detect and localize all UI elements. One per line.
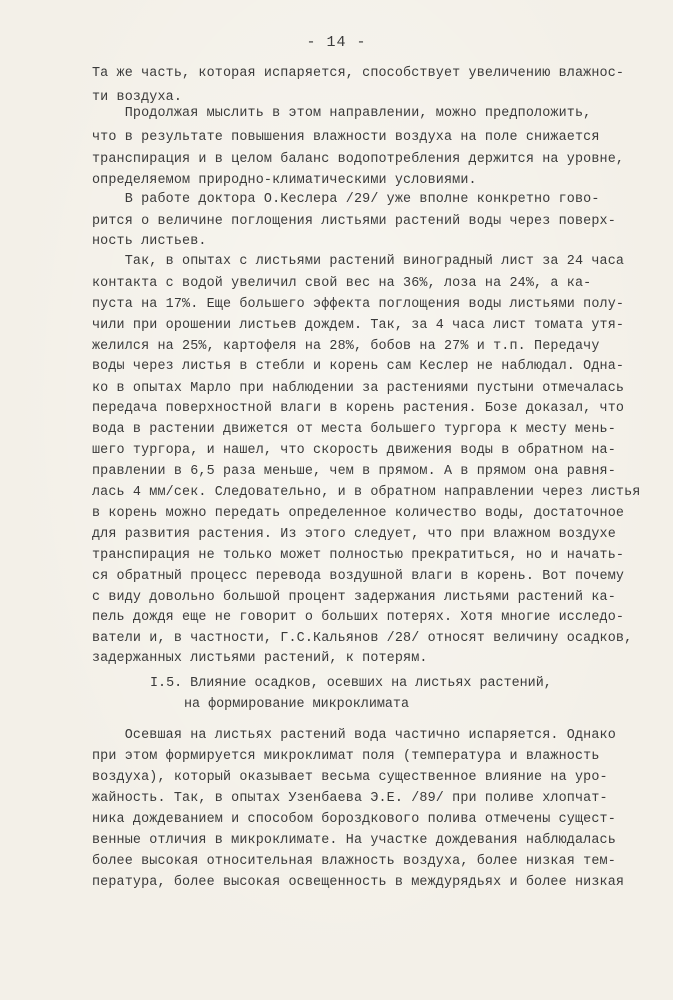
text-line: задержанных листьями растений, к потерям. (92, 651, 428, 666)
text-line: контакта с водой увеличил свой вес на 36%, лоза на 24%, а ка- (92, 276, 592, 291)
text-line: воды через листья в стебли и корень сам Кеслер не наблюдал. Одна- (92, 359, 625, 374)
text-line: пель дождя еще не говорит о больших потерях. Хотя многие исследо- (92, 610, 625, 625)
text-line: воздуха), который оказывает весьма существенное влияние на уро- (92, 770, 608, 785)
text-line: ность листьев. (92, 234, 207, 249)
text-line: рится о величине поглощения листьями растений воды через поверх- (92, 214, 616, 229)
text-line: транспирация не только может полностью прекратиться, но и начать- (92, 548, 625, 563)
text-line: Та же часть, которая испаряется, способствует увеличению влажнос- (92, 66, 625, 81)
text-line: венные отличия в микроклимате. На участке дождевания наблюдалась (92, 833, 616, 848)
text-line: что в результате повышения влажности воздуха на поле снижается (92, 130, 600, 145)
section-heading-line-1: I.5. Влияние осадков, осевших на листьях растений, (150, 676, 552, 691)
text-line: более высокая относительная влажность воздуха, более низкая тем- (92, 854, 616, 869)
text-line: передача поверхностной влаги в корень растения. Бозе доказал, что (92, 401, 625, 416)
text-line: В работе доктора О.Кеслера /29/ уже вполне конкретно гово- (92, 192, 600, 207)
text-line: ти воздуха. (92, 90, 183, 105)
text-line: Осевшая на листьях растений вода частично испаряется. Однако (92, 728, 616, 743)
text-line: шего тургора, и нашел, что скорость движения воды в обратном на- (92, 443, 616, 458)
page-number: - 14 - (306, 34, 367, 51)
text-line: чили при орошении листьев дождем. Так, за 4 часа лист томата утя- (92, 318, 625, 333)
section-heading-line-2: на формирование микроклимата (184, 697, 409, 712)
text-line: пуста на 17%. Еще большего эффекта поглощения воды листьями полу- (92, 297, 625, 312)
text-line: лась 4 мм/сек. Следовательно, и в обратном направлении через листья (92, 485, 641, 500)
text-line: с виду довольно большой процент задержания листьями растений ка- (92, 590, 616, 605)
text-line: Продолжая мыслить в этом направлении, можно предположить, (92, 106, 592, 121)
text-line: определяемом природно-климатическими условиями. (92, 173, 477, 188)
text-line: ватели и, в частности, Г.С.Кальянов /28/ относят величину осадков, (92, 631, 633, 646)
text-line: Так, в опытах с листьями растений виноградный лист за 24 часа (92, 254, 625, 269)
text-line: для развития растения. Из этого следует, что при влажном воздухе (92, 527, 616, 542)
text-line: жайность. Так, в опытах Узенбаева Э.Е. /89/ при поливе хлопчат- (92, 791, 608, 806)
text-line: ко в опытах Марло при наблюдении за растениями пустыни отмечалась (92, 381, 625, 396)
text-line: правлении в 6,5 раза меньше, чем в прямом. А в прямом она равня- (92, 464, 616, 479)
text-line: ся обратный процесс перевода воздушной влаги в корень. Вот почему (92, 569, 625, 584)
text-line: вода в растении движется от места большего тургора к месту мень- (92, 422, 616, 437)
text-line: транспирация и в целом баланс водопотребления держится на уровне, (92, 152, 625, 167)
text-line: в корень можно передать определенное количество воды, достаточное (92, 506, 625, 521)
text-line: пература, более высокая освещенность в междурядьях и более низкая (92, 875, 625, 890)
text-line: ника дождеванием и способом бороздкового полива отмечены сущест- (92, 812, 616, 827)
text-line: желился на 25%, картофеля на 28%, бобов на 27% и т.п. Передачу (92, 339, 600, 354)
text-line: при этом формируется микроклимат поля (температура и влажность (92, 749, 600, 764)
